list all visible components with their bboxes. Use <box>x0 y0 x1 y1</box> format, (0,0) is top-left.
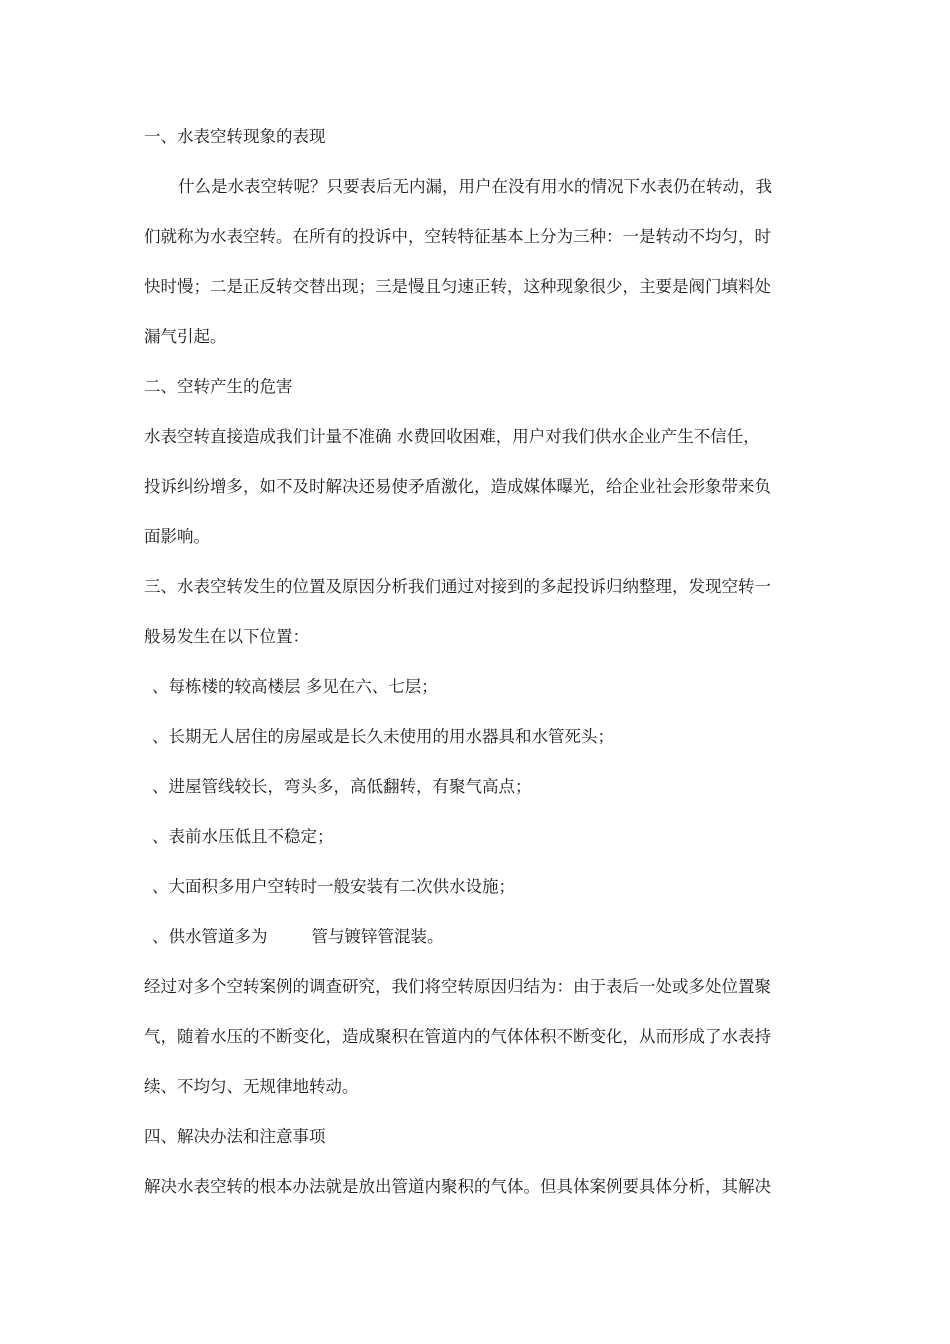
section-1-heading: 一、水表空转现象的表现 <box>144 127 326 146</box>
section-2-paragraph-line: 水表空转直接造成我们计量不准确 水费回收困难，用户对我们供水企业产生不信任， <box>144 427 760 446</box>
section-3-heading: 三、水表空转发生的位置及原因分析我们通过对接到的多起投诉归纳整理，发现空转一 <box>144 577 771 596</box>
section-2-paragraph-line: 投诉纠纷增多，如不及时解决还易使矛盾激化，造成媒体曝光，给企业社会形象带来负 <box>144 477 771 496</box>
section-2-heading: 二、空转产生的危害 <box>144 377 293 396</box>
section-3-paragraph-line: 气，随着水压的不断变化，造成聚积在管道内的气体体积不断变化，从而形成了水表持 <box>144 1027 771 1046</box>
section-2-paragraph-line: 面影响。 <box>144 527 210 546</box>
section-1-paragraph-line: 们就称为水表空转。在所有的投诉中，空转特征基本上分为三种：一是转动不均匀，时 <box>144 227 771 246</box>
section-1-paragraph-line: 什么是水表空转呢？只要表后无内漏，用户在没有用水的情况下水表仍在转动，我 <box>178 177 772 196</box>
location-list-item-part: 管与镀锌管混装。 <box>311 927 444 946</box>
section-4-paragraph-line: 解决水表空转的根本办法就是放出管道内聚积的气体。但具体案例要具体分析，其解决 <box>144 1177 771 1196</box>
section-3-paragraph-line: 经过对多个空转案例的调查研究，我们将空转原因归结为：由于表后一处或多处位置聚 <box>144 977 771 996</box>
section-3-paragraph-line: 续、不均匀、无规律地转动。 <box>144 1077 359 1096</box>
section-1-paragraph-line: 快时慢；二是正反转交替出现；三是慢且匀速正转，这种现象很少，主要是阀门填料处 <box>144 277 771 296</box>
location-list-item-part: 、供水管道多为 <box>152 927 268 946</box>
location-list-item: 、表前水压低且不稳定； <box>152 827 334 846</box>
location-list-item <box>152 925 810 949</box>
location-list-item: 、进屋管线较长，弯头多，高低翻转，有聚气高点； <box>152 777 532 796</box>
location-list-item: 、每栋楼的较高楼层 多见在六、七层； <box>152 677 438 696</box>
location-list-item: 、长期无人居住的房屋或是长久未使用的用水器具和水管死头； <box>152 727 614 746</box>
location-list-item: 、大面积多用户空转时一般安装有二次供水设施； <box>152 877 515 896</box>
section-4-heading: 四、解决办法和注意事项 <box>144 1127 326 1146</box>
section-1-paragraph-line: 漏气引起。 <box>144 327 227 346</box>
section-3-heading: 般易发生在以下位置： <box>144 627 309 646</box>
